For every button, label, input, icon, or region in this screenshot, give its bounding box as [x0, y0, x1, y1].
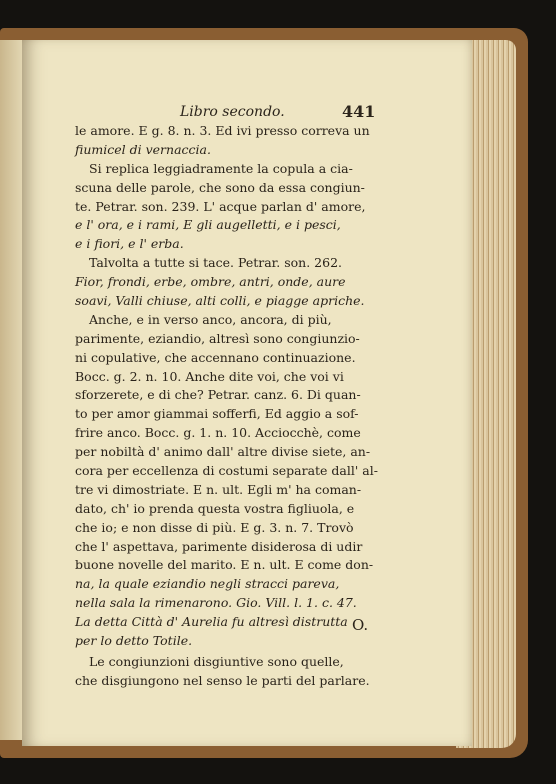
text-line: fiumicel di vernaccia.	[75, 141, 211, 157]
text-line: Bocc. g. 2. n. 10. Anche dite voi, che voi vi	[75, 368, 344, 384]
text-line: La detta Città d' Aurelia fu altresì distrutta	[75, 614, 348, 630]
text-line: che disgiungono nel senso le parti del parlare.	[75, 672, 370, 688]
page-number: 441	[342, 102, 376, 121]
text-line: buone novelle del marito. E n. ult. E come don-	[75, 557, 374, 573]
text-line: cora per eccellenza di costumi separate dall' al-	[75, 463, 378, 479]
body-text	[75, 122, 393, 691]
text-line: sforzerete, e di che? Petrar. canz. 6. Di quan-	[75, 387, 361, 403]
text-line: na, la quale eziandio negli stracci pareva,	[75, 576, 340, 592]
text-line: to per amor giammai sofferfi, Ed aggio a sof-	[75, 406, 359, 422]
text-line: Le congiunzioni disgiuntive sono quelle,	[89, 653, 344, 669]
text-line: parimente, eziandio, altresì sono congiunzio-	[75, 330, 360, 346]
text-line: e i fiori, e l' erba.	[75, 236, 184, 252]
text-line: tre vi dimostriate. E n. ult. Egli m' ha coman-	[75, 481, 362, 497]
text-line: Fior, frondi, erbe, ombre, antri, onde, aure	[75, 274, 346, 290]
text-line: nella sala la rimenarono. Gio. Vill. l. 1. c. 47.	[75, 595, 357, 611]
catchword: O.	[352, 616, 369, 634]
text-line: Si replica leggiadramente la copula a cia-	[89, 160, 353, 176]
text-line: le amore. E g. 8. n. 3. Ed ivi presso correva un	[75, 123, 370, 138]
text-line: te. Petrar. son. 239. L' acque parlan d' amore,	[75, 198, 366, 214]
facing-page	[0, 40, 22, 740]
text-line: dato, ch' io prenda questa vostra figliuola, e	[75, 500, 355, 516]
text-line: Anche, e in verso anco, ancora, di più,	[89, 311, 332, 327]
text-line: per nobiltà d' animo dall' altre divise siete, an-	[75, 444, 371, 460]
text-line: frire anco. Bocc. g. 1. n. 10. Acciocchè, come	[75, 425, 361, 441]
running-title: Libro secondo.	[180, 104, 285, 120]
text-line: che io; e non disse di più. E g. 3. n. 7. Trovò	[75, 519, 354, 535]
text-line: per lo detto Totile.	[75, 633, 193, 649]
text-line: e l' ora, e i rami, E gli augelletti, e i pesci,	[75, 217, 341, 233]
text-line: Talvolta a tutte si tace. Petrar. son. 262.	[89, 255, 342, 271]
text-line: ni copulative, che accennano continuazione.	[75, 349, 356, 365]
page-header	[0, 64, 556, 121]
text-line: soavi, Valli chiuse, alti colli, e piagge apriche.	[75, 293, 365, 309]
text-line: scuna delle parole, che sono da essa congiun-	[75, 179, 365, 195]
text-line: che l' aspettava, parimente disiderosa di udir	[75, 538, 363, 554]
